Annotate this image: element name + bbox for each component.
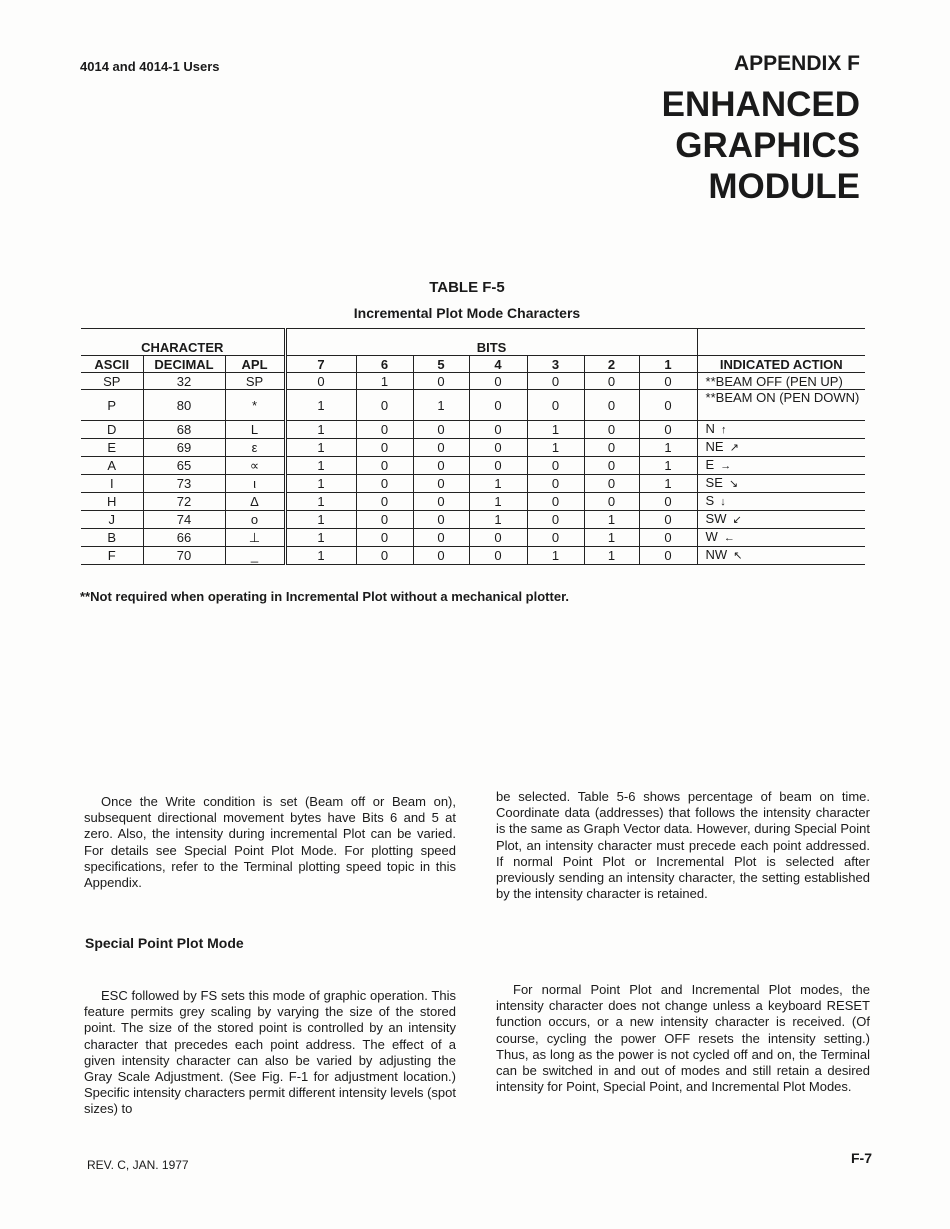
cell-apl: ∝: [225, 457, 285, 475]
cell-bit-4: 0: [469, 421, 527, 439]
cell-bit-6: 0: [356, 439, 413, 457]
cell-bit-1: 1: [639, 439, 697, 457]
cell-indicated-action: [697, 373, 865, 390]
table-footnote: **Not required when operating in Incremental Plot without a mechanical plotter.: [80, 589, 570, 604]
cell-bit-7: 0: [285, 373, 356, 390]
cell-decimal: 32: [143, 373, 225, 390]
cell-bit-1: 0: [639, 493, 697, 511]
cell-decimal: 74: [143, 511, 225, 529]
document-name: 4014 and 4014-1 Users: [80, 59, 220, 74]
cell-indicated-action: [697, 547, 865, 565]
cell-ascii: I: [81, 475, 143, 493]
appendix-label: APPENDIX F: [733, 52, 860, 75]
cell-bit-6: 0: [356, 457, 413, 475]
cell-bit-3: 1: [527, 439, 584, 457]
cell-bit-7: 1: [285, 439, 356, 457]
cell-ascii: SP: [81, 373, 143, 390]
action-text: NE: [705, 439, 724, 454]
cell-bit-3: 1: [527, 547, 584, 565]
action-text: S: [705, 493, 715, 508]
cell-apl: *: [225, 390, 285, 421]
table-row: [81, 390, 865, 421]
cell-bit-4: 0: [469, 373, 527, 390]
cell-ascii: J: [81, 511, 143, 529]
cell-indicated-action: [697, 493, 865, 511]
cell-bit-6: 1: [356, 373, 413, 390]
table-title: TABLE F-5: [429, 279, 505, 296]
cell-bit-6: 0: [356, 390, 413, 421]
col-decimal: DECIMAL: [143, 356, 225, 373]
action-text: SW: [705, 511, 727, 526]
cell-bit-5: 0: [413, 475, 469, 493]
col-bit-1: 1: [639, 356, 697, 373]
table-row: [81, 475, 865, 493]
cell-ascii: D: [81, 421, 143, 439]
cell-decimal: 70: [143, 547, 225, 565]
cell-ascii: H: [81, 493, 143, 511]
cell-indicated-action: [697, 529, 865, 547]
cell-bit-4: 0: [469, 457, 527, 475]
table-row: [81, 529, 865, 547]
cell-bit-1: 0: [639, 421, 697, 439]
table-row: [81, 511, 865, 529]
cell-bit-1: 0: [639, 373, 697, 390]
cell-decimal: 80: [143, 390, 225, 421]
cell-bit-2: 1: [584, 511, 639, 529]
cell-bit-2: 1: [584, 529, 639, 547]
direction-arrow-icon: →: [720, 460, 732, 472]
table-row: [81, 373, 865, 390]
paragraph-intensity-selection: be selected. Table 5-6 shows percentage of beam on time. Coordinate data (addresses) that follows the intensity character is the same as Graph Vector data. However, during Special Point Plot, an intensity character must precede each point addressed. If normal Point Plot or Incremental Plot is selected after previously sending an intensity character, the setting established by the intensity character is retained.: [496, 789, 870, 902]
cell-bit-5: 0: [413, 421, 469, 439]
incremental-plot-table: [81, 328, 865, 565]
cell-bit-1: 0: [639, 547, 697, 565]
col-bit-3: 3: [527, 356, 584, 373]
cell-bit-4: 0: [469, 547, 527, 565]
action-text: W: [705, 529, 718, 544]
page-title: [662, 84, 860, 207]
cell-bit-1: 0: [639, 390, 697, 421]
cell-bit-5: 1: [413, 390, 469, 421]
col-bit-2: 2: [584, 356, 639, 373]
direction-arrow-icon: ↗: [729, 442, 739, 454]
cell-indicated-action: [697, 421, 865, 439]
cell-apl: SP: [225, 373, 285, 390]
cell-apl: ι: [225, 475, 285, 493]
action-text: **BEAM ON (PEN DOWN): [705, 390, 860, 405]
cell-bit-2: 0: [584, 421, 639, 439]
title-line-1: ENHANCED: [661, 85, 860, 124]
cell-bit-5: 0: [413, 373, 469, 390]
cell-bit-6: 0: [356, 475, 413, 493]
cell-bit-5: 0: [413, 529, 469, 547]
col-ascii: ASCII: [81, 356, 143, 373]
cell-apl: ε: [225, 439, 285, 457]
cell-ascii: F: [81, 547, 143, 565]
action-text: E: [705, 457, 715, 472]
cell-bit-4: 0: [469, 390, 527, 421]
cell-bit-2: 0: [584, 457, 639, 475]
cell-bit-2: 0: [584, 439, 639, 457]
cell-decimal: 73: [143, 475, 225, 493]
title-line-3: MODULE: [708, 167, 860, 206]
cell-bit-5: 0: [413, 547, 469, 565]
cell-ascii: E: [81, 439, 143, 457]
paragraph-normal-point-plot: For normal Point Plot and Incremental Plot modes, the intensity character does not change unless a keyboard RESET function occurs, or a new intensity character is received. (Of course, cycling the power OFF resets the intensity setting.) Thus, as long as the power is not cycled off and on, the Terminal can be switched in and out of modes and still retain a desired intensity for Point, Special Point, and Incremental Plot Modes.: [496, 982, 870, 1095]
cell-apl: Δ: [225, 493, 285, 511]
cell-bit-3: 0: [527, 511, 584, 529]
cell-decimal: 69: [143, 439, 225, 457]
col-bit-5: 5: [413, 356, 469, 373]
table-row: [81, 457, 865, 475]
cell-bit-7: 1: [285, 475, 356, 493]
cell-bit-4: 0: [469, 439, 527, 457]
section-heading: Special Point Plot Mode: [85, 935, 244, 951]
cell-indicated-action: [697, 475, 865, 493]
cell-bit-7: 1: [285, 547, 356, 565]
cell-apl: ⊥: [225, 529, 285, 547]
cell-bit-2: 0: [584, 493, 639, 511]
cell-bit-7: 1: [285, 390, 356, 421]
direction-arrow-icon: ↘: [728, 478, 739, 490]
cell-bit-5: 0: [413, 511, 469, 529]
cell-apl: _: [225, 547, 285, 565]
cell-decimal: 65: [143, 457, 225, 475]
cell-decimal: 72: [143, 493, 225, 511]
cell-bit-3: 0: [527, 390, 584, 421]
cell-bit-2: 1: [584, 547, 639, 565]
cell-ascii: B: [81, 529, 143, 547]
cell-indicated-action: [697, 511, 865, 529]
direction-arrow-icon: ↓: [720, 496, 726, 508]
direction-arrow-icon: ←: [723, 532, 735, 544]
direction-arrow-icon: ↖: [733, 550, 743, 562]
cell-bit-3: 0: [527, 493, 584, 511]
character-group-header: CHARACTER: [81, 329, 285, 356]
cell-bit-1: 1: [639, 475, 697, 493]
cell-bit-4: 1: [469, 475, 527, 493]
cell-bit-7: 1: [285, 529, 356, 547]
paragraph-special-point-plot: ESC followed by FS sets this mode of graphic operation. This feature permits grey scaling by varying the size of the stored point. The size of the stored point is controlled by an intensity character that precedes each point address. The effect of a given intensity character can also be varied by adjusting the Gray Scale Adjustment. (See Fig. F-1 for adjustment location.) Specific intensity characters permit different intensity levels (spot sizes) to: [84, 988, 456, 1117]
action-text: SE: [705, 475, 723, 490]
table-row: [81, 439, 865, 457]
bits-group-header: BITS: [285, 329, 697, 356]
col-indicated-action: INDICATED ACTION: [697, 356, 865, 373]
cell-indicated-action: [697, 457, 865, 475]
cell-bit-4: 1: [469, 493, 527, 511]
cell-apl: L: [225, 421, 285, 439]
action-text: NW: [705, 547, 728, 562]
cell-bit-2: 0: [584, 475, 639, 493]
cell-bit-3: 1: [527, 421, 584, 439]
cell-bit-4: 1: [469, 511, 527, 529]
cell-decimal: 66: [143, 529, 225, 547]
cell-bit-5: 0: [413, 493, 469, 511]
cell-bit-1: 1: [639, 457, 697, 475]
paragraph-write-condition: Once the Write condition is set (Beam off or Beam on), subsequent directional movement bytes have Bits 6 and 5 at zero. Also, the intensity during incremental Plot can be varied. For details see Special Point Plot Mode. For plotting speed specifications, refer to the Terminal plotting speed topic in this Appendix.: [84, 794, 456, 891]
table-subtitle: Incremental Plot Mode Characters: [353, 305, 581, 321]
cell-bit-6: 0: [356, 511, 413, 529]
title-line-2: GRAPHICS: [675, 126, 860, 165]
cell-bit-5: 0: [413, 439, 469, 457]
cell-bit-7: 1: [285, 493, 356, 511]
col-bit-4: 4: [469, 356, 527, 373]
action-group-spacer: [697, 329, 865, 356]
cell-bit-2: 0: [584, 373, 639, 390]
cell-indicated-action: [697, 390, 865, 421]
action-text: N: [705, 421, 715, 436]
cell-bit-4: 0: [469, 529, 527, 547]
cell-bit-6: 0: [356, 547, 413, 565]
table-row: [81, 547, 865, 565]
cell-bit-6: 0: [356, 529, 413, 547]
cell-bit-5: 0: [413, 457, 469, 475]
cell-bit-6: 0: [356, 493, 413, 511]
cell-indicated-action: [697, 439, 865, 457]
cell-ascii: P: [81, 390, 143, 421]
table-row: [81, 421, 865, 439]
direction-arrow-icon: ↙: [732, 514, 742, 526]
col-apl: APL: [225, 356, 285, 373]
cell-ascii: A: [81, 457, 143, 475]
cell-bit-3: 0: [527, 373, 584, 390]
direction-arrow-icon: ↑: [720, 424, 727, 436]
cell-bit-3: 0: [527, 457, 584, 475]
cell-decimal: 68: [143, 421, 225, 439]
revision-label: REV. C, JAN. 1977: [87, 1158, 189, 1172]
action-text: **BEAM OFF (PEN UP): [705, 373, 843, 389]
cell-bit-1: 0: [639, 511, 697, 529]
cell-bit-7: 1: [285, 457, 356, 475]
cell-bit-3: 0: [527, 475, 584, 493]
page-number: F-7: [851, 1150, 872, 1166]
cell-bit-1: 0: [639, 529, 697, 547]
cell-bit-6: 0: [356, 421, 413, 439]
cell-apl: o: [225, 511, 285, 529]
col-bit-7: 7: [285, 356, 356, 373]
cell-bit-7: 1: [285, 511, 356, 529]
cell-bit-7: 1: [285, 421, 356, 439]
col-bit-6: 6: [356, 356, 413, 373]
table-row: [81, 493, 865, 511]
cell-bit-3: 0: [527, 529, 584, 547]
cell-bit-2: 0: [584, 390, 639, 421]
